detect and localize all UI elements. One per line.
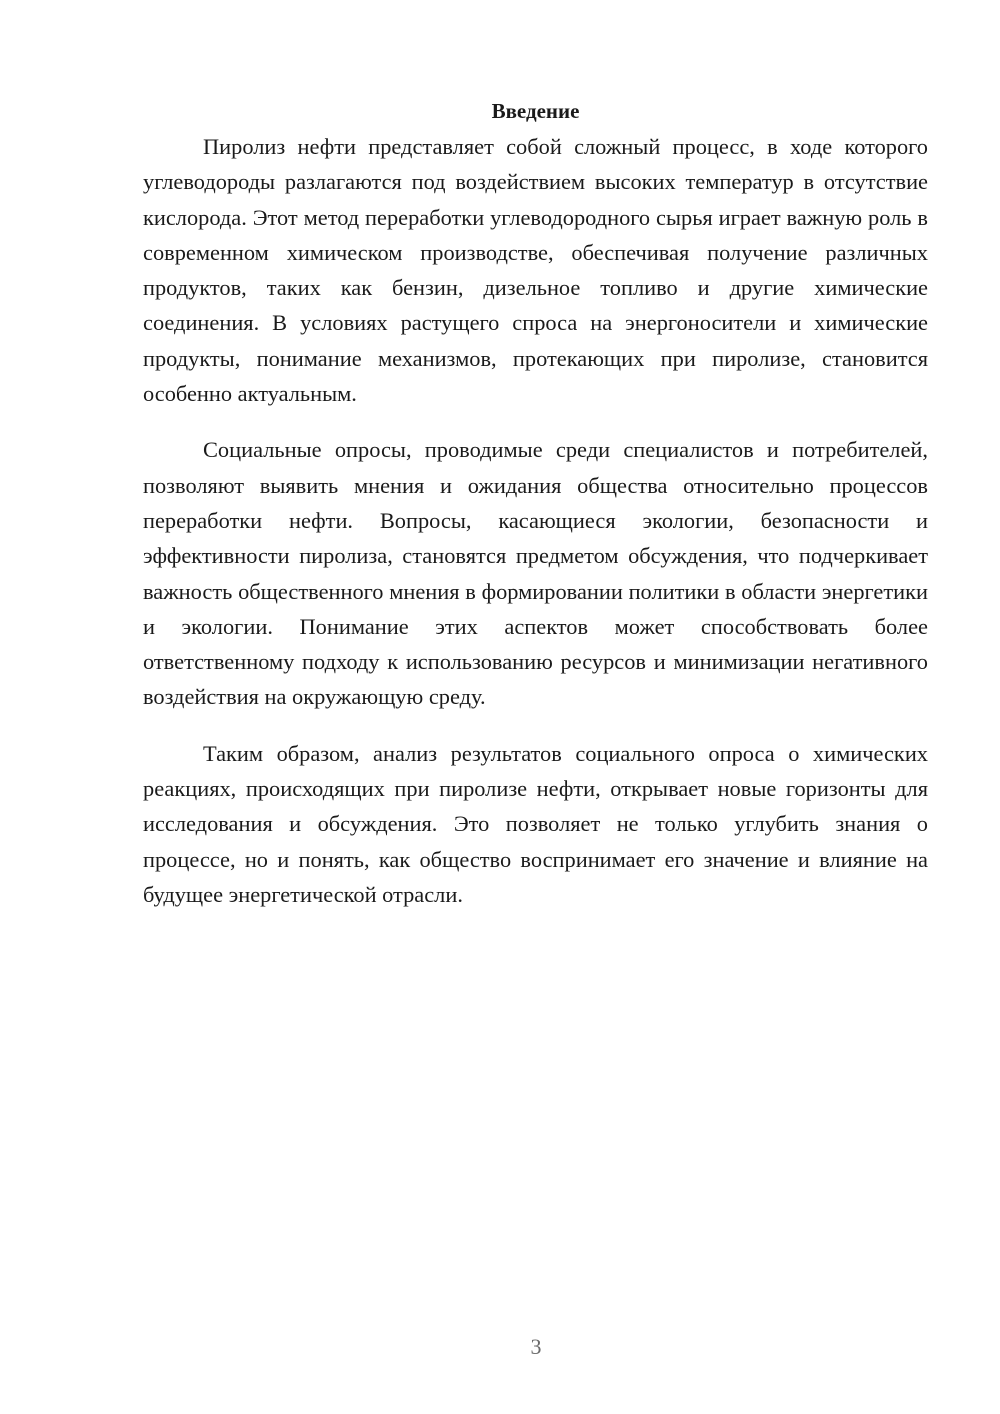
paragraph-1: Пиролиз нефти представляет собой сложный процесс, в ходе которого углеводороды разлагаются под воздействием высоких температур в отсутствие кислорода. Этот метод переработки углеводородного сырья играет важную роль в современном химическом производстве, обеспечивая получение различных продуктов, таких как бензин, дизельное топливо и другие химические соединения. В условиях растущего спроса на энергоносители и химические продукты, понимание механизмов, протекающих при пиролизе, становится особенно актуальным.: [143, 134, 928, 407]
section-heading: Введение: [491, 99, 580, 123]
page-number: 3: [530, 1334, 542, 1359]
paragraph-2: Социальные опросы, проводимые среди специалистов и потребителей, позволяют выявить мнения и ожидания общества относительно процессов переработки нефти. Вопросы, касающиеся экологии, безопасности и эффективности пиролиза, становятся предметом обсуждения, что подчеркивает важность общественного мнения в формировании политики в области энергетики и экологии. Понимание этих аспектов может способствовать более ответственному подходу к использованию ресурсов и минимизации негативного воздействия на окружающую среду.: [143, 437, 928, 710]
paragraph-3: Таким образом, анализ результатов социального опроса о химических реакциях, происходящих при пиролизе нефти, открывает новые горизонты для исследования и обсуждения. Это позволяет не только углубить знания о процессе, но и понять, как общество воспринимает его значение и влияние на будущее энергетической отрасли.: [143, 740, 928, 907]
page-content: [143, 96, 928, 933]
